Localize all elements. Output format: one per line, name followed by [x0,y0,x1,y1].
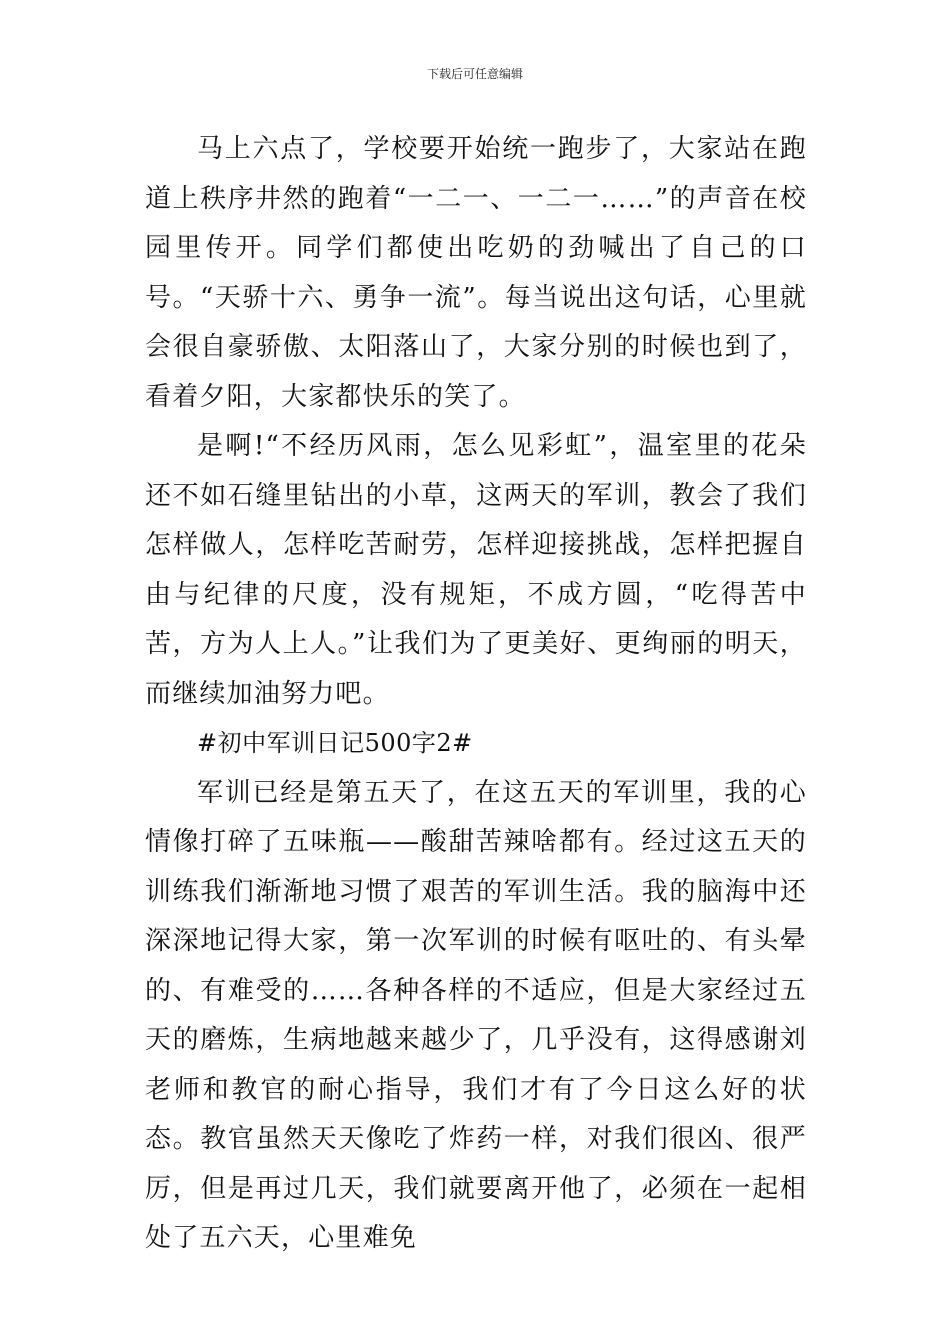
document-body [145,125,807,1264]
paragraph-running: 马上六点了，学校要开始统一跑步了，大家站在跑道上秩序井然的跑着“一二一、一二一……”的声音在校园里传开。同学们都使出吃奶的劲喊出了自己的口号。“天骄十六、勇争一流”。每当说出这句话，心里就会很自豪骄傲、太阳落山了，大家分别的时候也到了，看着夕阳，大家都快乐的笑了。 [145,134,807,412]
paragraph-day-five: 军训已经是第五天了，在这五天的军训里，我的心情像打碎了五味瓶——酸甜苦辣啥都有。经过这五天的训练我们渐渐地习惯了艰苦的军训生活。我的脑海中还深深地记得大家，第一次军训的时候有呕吐的、有头晕的、有难受的……各种各样的不适应，但是大家经过五天的磨炼，生病地越来越少了，几乎没有，这得感谢刘老师和教官的耐心指导，我们才有了今日这么好的状态。教官虽然天天像吃了炸药一样，对我们很凶、很严厉，但是再过几天，我们就要离开他了，必须在一起相处了五六天，心里难免 [145,777,807,1253]
paragraph-reflection: 是啊!“不经历风雨，怎么见彩虹”，温室里的花朵还不如石缝里钻出的小草，这两天的军训，教会了我们怎样做人，怎样吃苦耐劳，怎样迎接挑战，怎样把握自由与纪律的尺度，没有规矩，不成方圆，“吃得苦中苦，方为人上人。”让我们为了更美好、更绚丽的明天，而继续加油努力吧。 [145,431,807,709]
section-heading: #初中军训日记500字2# [197,729,473,757]
page-header: 下载后可任意编辑 [426,67,523,81]
